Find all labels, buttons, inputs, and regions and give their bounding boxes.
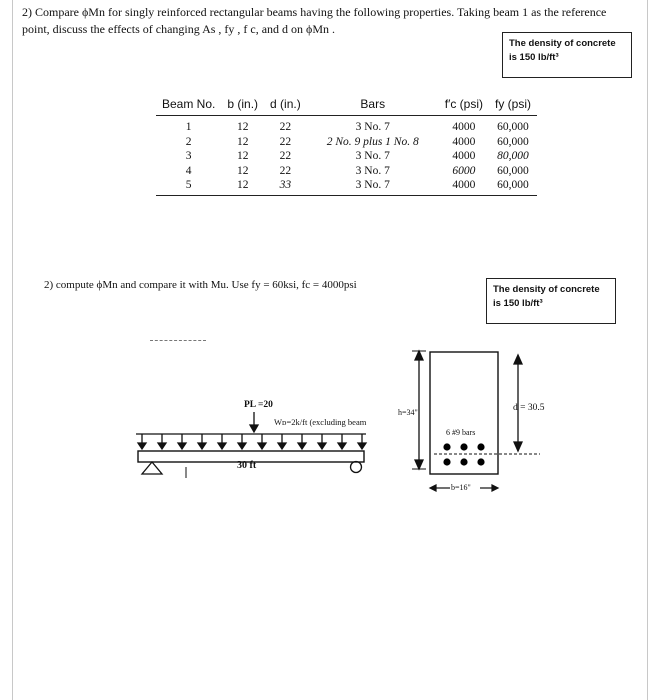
cell-fy: 80,000: [497, 150, 529, 162]
cell-fc: 4000: [439, 178, 489, 195]
cell-fc: 4000: [452, 121, 476, 133]
beam-cross-section: [430, 352, 498, 474]
cell-bars: 3 No. 7: [355, 121, 390, 133]
cell-fy: 60,000: [497, 164, 529, 177]
section-height-label: h=34": [398, 408, 418, 417]
roller-support-icon: [351, 462, 362, 473]
cell-fy: 60,000: [489, 178, 537, 195]
cell-b: 12: [236, 150, 249, 162]
header-fy: fy (psi): [489, 98, 537, 116]
density-note-line-2: is 150 lb/ft³: [493, 298, 543, 309]
density-note-line-2: is 150 lb/ft³: [509, 52, 559, 63]
cell-bars: 3 No. 7: [355, 164, 390, 177]
cell-bars: 3 No. 7: [307, 178, 439, 195]
cell-fc: 6000: [452, 164, 476, 177]
cell-fc: 4000: [452, 135, 476, 148]
cell-b: 12: [236, 121, 249, 133]
cell-d: 33: [264, 178, 307, 195]
point-load-label: PL =20: [244, 400, 273, 410]
cell-d: 22: [279, 135, 292, 148]
rebar-dot: [477, 458, 484, 465]
cell-fy: 60,000: [497, 135, 529, 148]
distributed-load-arrows: [136, 434, 366, 449]
cell-fy: 60,000: [497, 121, 529, 133]
question-1-text: 2) Compare ϕMn for singly reinforced rectangular beams having the following properties. Taking beam 1 as the reference point, discuss the effects of changing As , fy , f c, and d on ϕMn .: [22, 5, 607, 36]
rebar-dot: [443, 443, 450, 450]
pin-support-icon: [142, 462, 162, 474]
cell-beam: 2: [185, 135, 192, 148]
header-bars: Bars: [307, 98, 439, 116]
cell-d: 22: [279, 121, 292, 133]
cell-beam: 3: [185, 150, 192, 162]
density-note-line-1: The density of concrete: [493, 284, 600, 295]
header-d: d (in.): [264, 98, 307, 116]
cell-beam: 5: [156, 178, 221, 195]
cell-b: 12: [236, 164, 249, 177]
rebar-dot: [460, 443, 467, 450]
rebar-label: 6 #9 bars: [446, 428, 476, 437]
header-b: b (in.): [221, 98, 264, 116]
cell-bars: 3 No. 7: [355, 150, 390, 162]
cell-fc: 4000: [452, 150, 476, 162]
effective-depth-label: d = 30.5: [513, 403, 545, 413]
distributed-load-label: Wᴅ=2k/ft (excluding beam: [274, 417, 367, 427]
cell-b: 12: [221, 178, 264, 195]
cell-beam: 1: [185, 121, 192, 133]
header-beam: Beam No.: [156, 98, 221, 116]
rebar-dot: [443, 458, 450, 465]
rebar-dot: [460, 458, 467, 465]
span-length-label: 30 ft: [237, 460, 257, 471]
cell-d: 22: [279, 164, 292, 177]
question-2-text: 2) compute ϕMn and compare it with Mu. Use fy = 60ksi, fc = 4000psi: [44, 279, 357, 291]
cell-b: 12: [236, 135, 249, 148]
rebar-dot: [477, 443, 484, 450]
cell-bars: 2 No. 9 plus 1 No. 8: [326, 135, 419, 148]
cell-d: 22: [279, 150, 292, 162]
header-fc: f′c (psi): [439, 98, 489, 116]
cell-beam: 4: [185, 164, 192, 177]
density-note-line-1: The density of concrete: [509, 38, 616, 49]
point-load-arrow: [250, 412, 258, 432]
section-width-label: b=16": [451, 483, 471, 492]
